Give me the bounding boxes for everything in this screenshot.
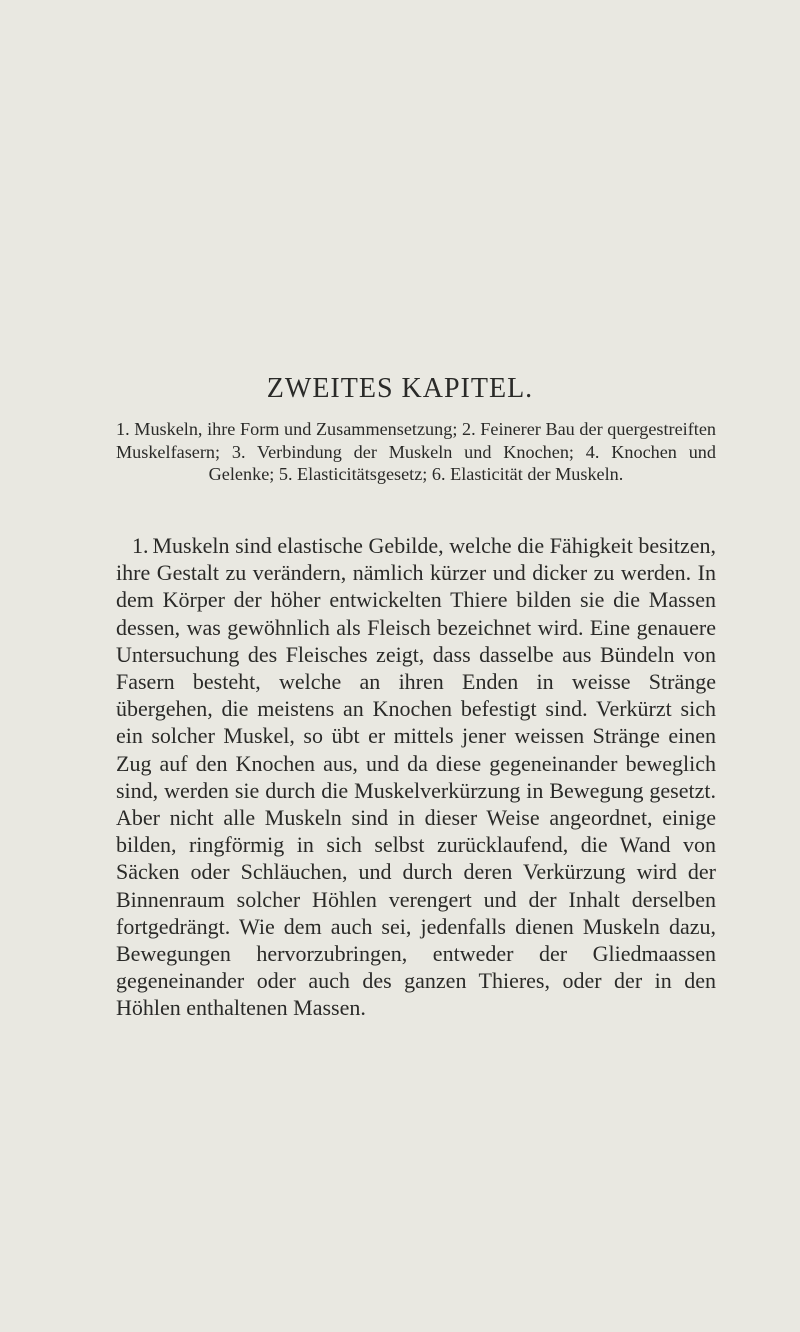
chapter-summary: 1. Muskeln, ihre Form und Zusammensetzung; 2. Feinerer Bau der quergestreiften Muskelfasern; 3. Verbindung der Muskeln und Knochen; 4. Knochen und Gelenke; 5. Elasticitätsgesetz; 6. Elasticität der Muskeln. <box>116 419 716 484</box>
paragraph-1-text: Muskeln sind elastische Gebilde, welche die Fähigkeit besitzen, ihre Gestalt zu verändern, nämlich kürzer und dicker zu werden. In dem Körper der höher entwickelten Thiere bilden sie die Massen dessen, was gewöhnlich als Fleisch bezeichnet wird. Eine genauere Untersuchung des Fleisches zeigt, dass dasselbe aus Bündeln von Fasern besteht, welche an ihren Enden in weisse Stränge übergehen, die meistens an Knochen befestigt sind. Verkürzt sich ein solcher Muskel, so übt er mittels jener weissen Stränge einen Zug auf den Knochen aus, und da diese gegeneinander beweglich sind, werden sie durch die Muskelverkürzung in Bewegung gesetzt. Aber nicht alle Muskeln sind in dieser Weise angeordnet, einige bilden, ringförmig in sich selbst zurücklaufend, die Wand von Säcken oder Schläuchen, und durch deren Verkürzung wird der Binnenraum solcher Höhlen verengert und der Inhalt derselben fortgedrängt. Wie dem auch sei, jedenfalls dienen Muskeln dazu, Bewegungen hervorzubringen, entweder der Gliedmaassen gegeneinander oder auch des ganzen Thieres, oder der in den Höhlen enthaltenen Massen. <box>116 533 716 1021</box>
paragraph-number: 1. <box>132 533 149 558</box>
paragraph-1 <box>116 532 716 1022</box>
chapter-title: ZWEITES KAPITEL. <box>266 373 534 404</box>
